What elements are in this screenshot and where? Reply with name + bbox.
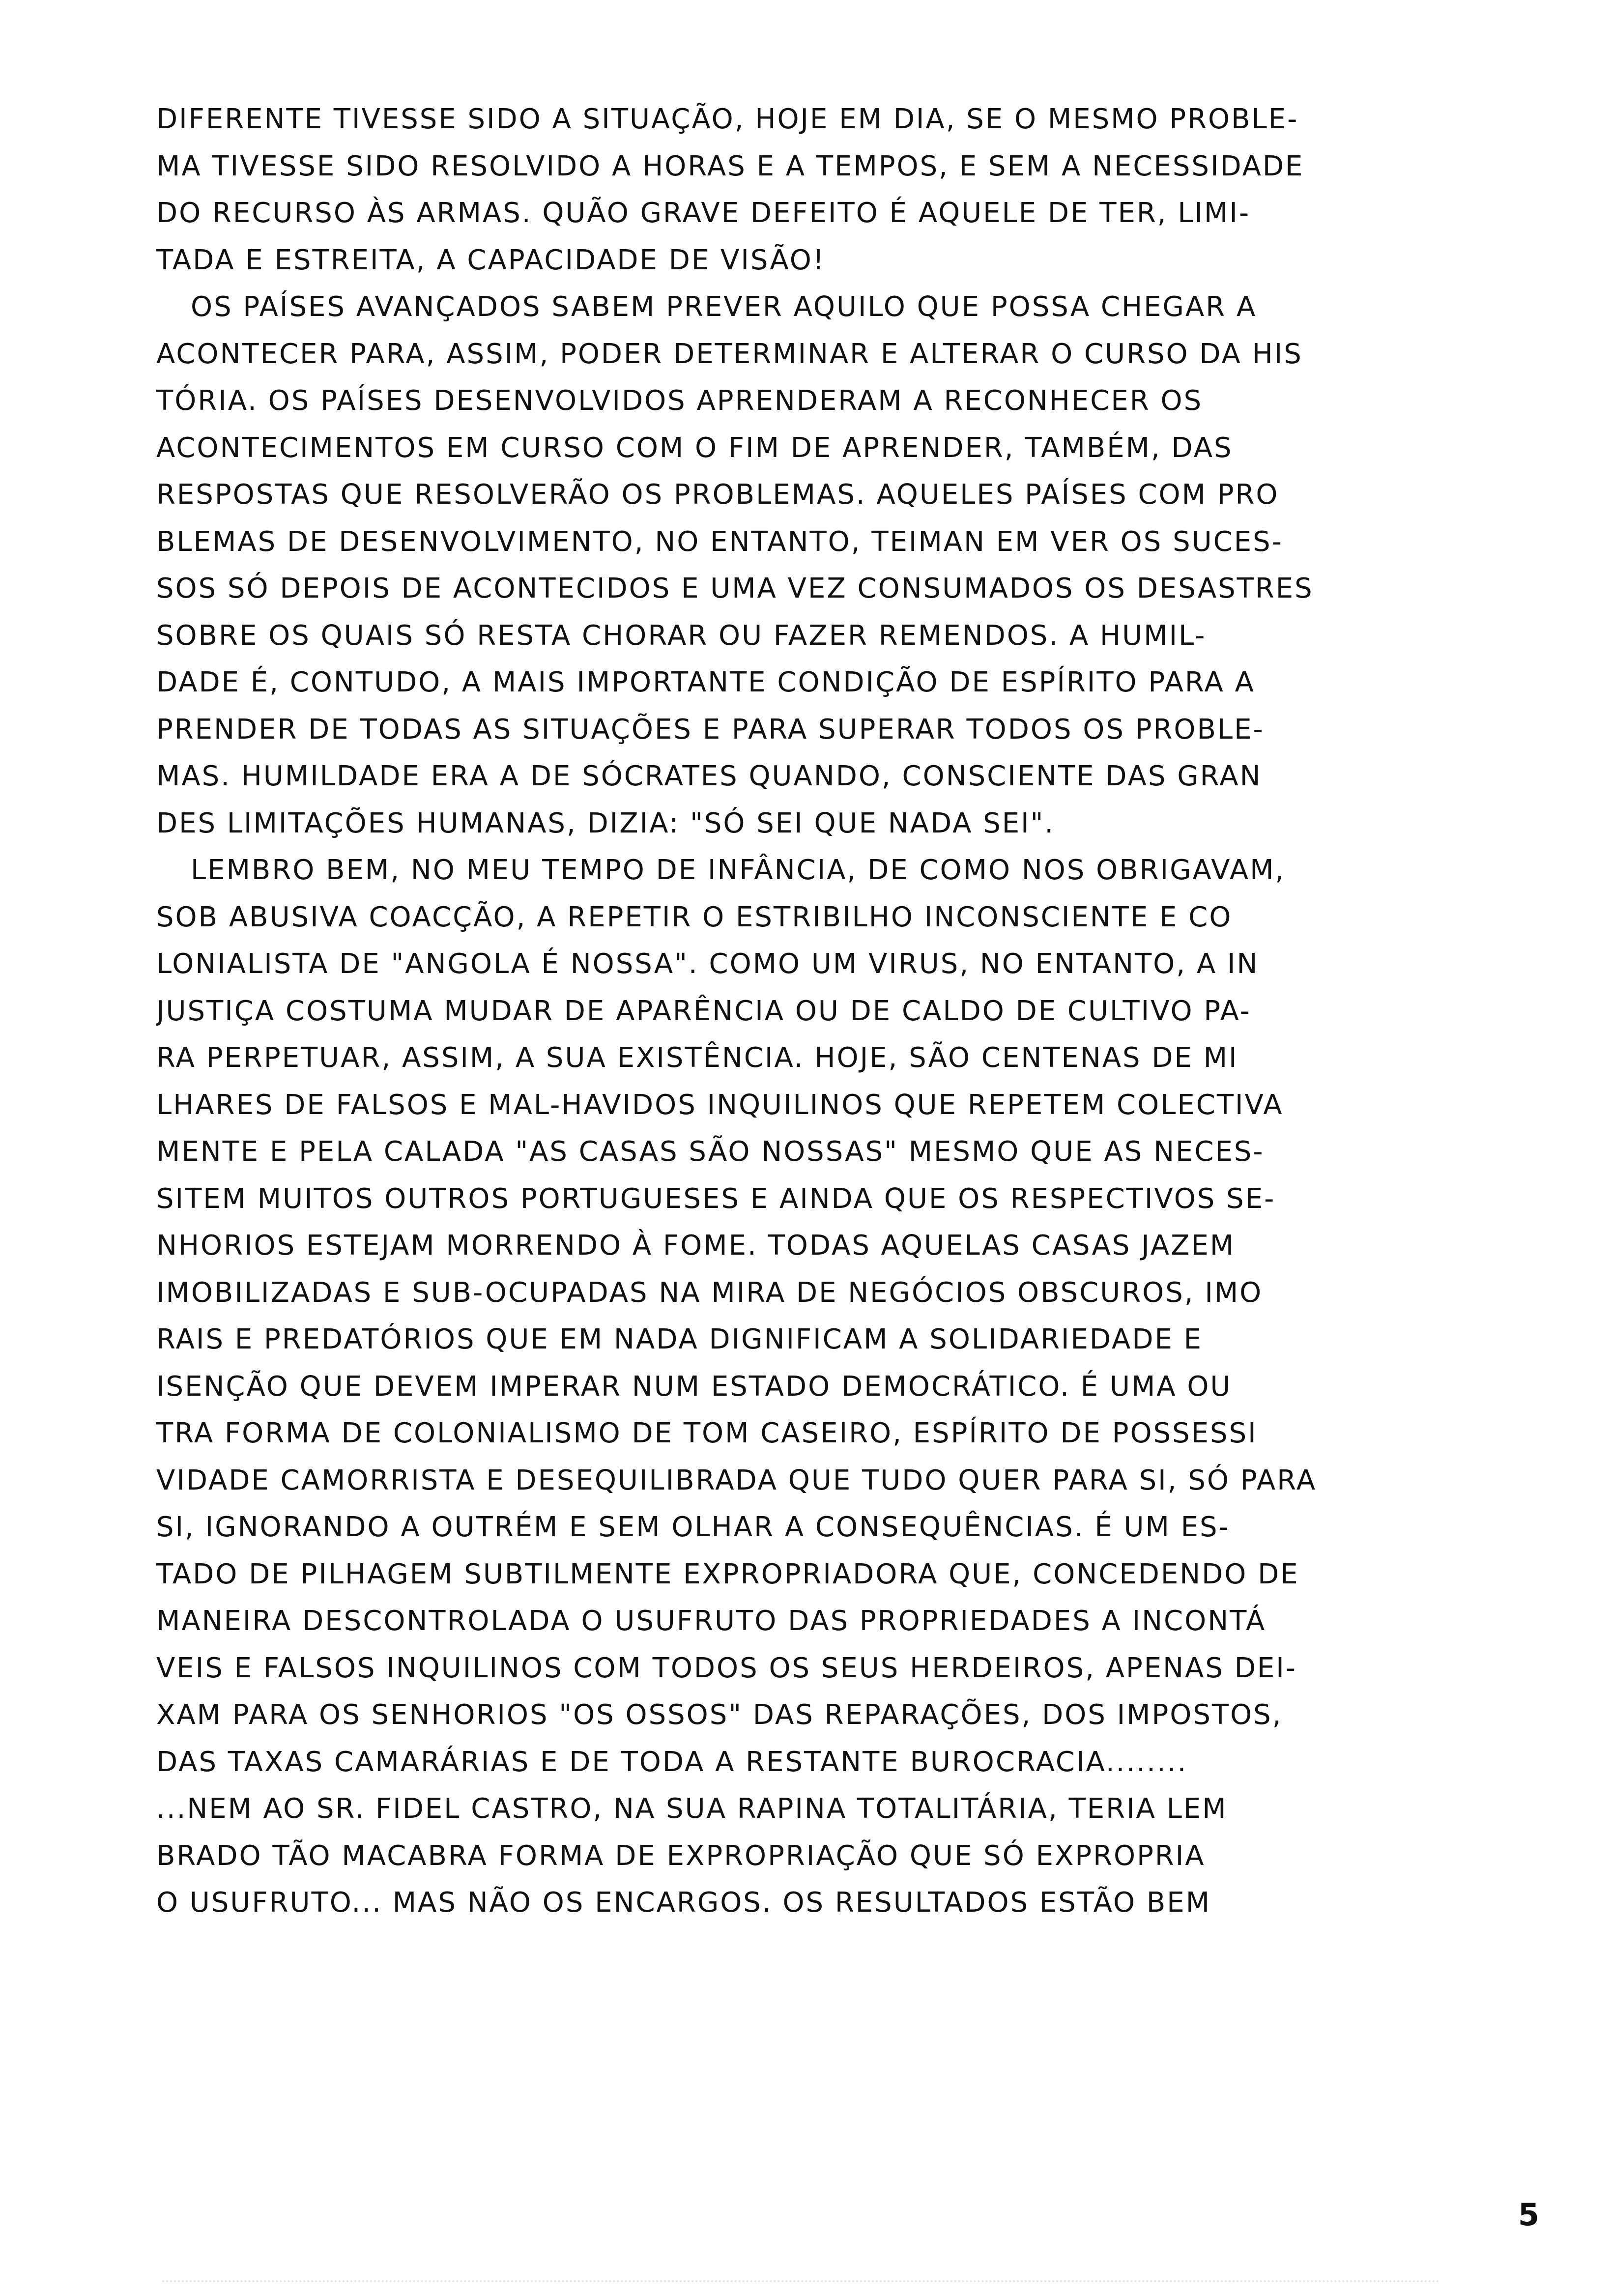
text-line: MAS. HUMILDADE ERA A DE SÓCRATES QUANDO, CONSCIENTE DAS GRAN [156,760,1262,792]
text-line: LONIALISTA DE "ANGOLA É NOSSA". COMO UM VIRUS, NO ENTANTO, A IN [156,948,1259,980]
text-line: NHORIOS ESTEJAM MORRENDO À FOME. TODAS AQUELAS CASAS JAZEM [156,1230,1236,1262]
handwritten-text-body [156,96,1582,1926]
text-line: LEMBRO BEM, NO MEU TEMPO DE INFÂNCIA, DE COMO NOS OBRIGAVAM, [191,854,1286,886]
text-line: RESPOSTAS QUE RESOLVERÃO OS PROBLEMAS. AQUELES PAÍSES COM PRO [156,479,1279,511]
text-line: RA PERPETUAR, ASSIM, A SUA EXISTÊNCIA. HOJE, SÃO CENTENAS DE MI [156,1042,1238,1074]
text-line: SITEM MUITOS OUTROS PORTUGUESES E AINDA QUE OS RESPECTIVOS SE- [156,1182,1276,1215]
text-line: BRADO TÃO MACABRA FORMA DE EXPROPRIAÇÃO QUE SÓ EXPROPRIA [156,1839,1206,1872]
text-line: DAS TAXAS CAMARÁRIAS E DE TODA A RESTANTE BUROCRACIA........ [156,1746,1188,1778]
text-line: ACONTECIMENTOS EM CURSO COM O FIM DE APRENDER, TAMBÉM, DAS [156,431,1233,464]
text-line: DIFERENTE TIVESSE SIDO A SITUAÇÃO, HOJE EM DIA, SE O MESMO PROBLE- [156,103,1299,135]
text-line: TÓRIA. OS PAÍSES DESENVOLVIDOS APRENDERAM A RECONHECER OS [156,385,1203,417]
text-line: ...NEM AO SR. FIDEL CASTRO, NA SUA RAPINA TOTALITÁRIA, TERIA LEM [156,1793,1228,1825]
text-line: SOB ABUSIVA COACÇÃO, A REPETIR O ESTRIBILHO INCONSCIENTE E CO [156,901,1233,933]
text-line: VEIS E FALSOS INQUILINOS COM TODOS OS SEUS HERDEIROS, APENAS DEI- [156,1652,1297,1684]
text-line: SI, IGNORANDO A OUTRÉM E SEM OLHAR A CONSEQUÊNCIAS. É UM ES- [156,1511,1230,1543]
text-line: MA TIVESSE SIDO RESOLVIDO A HORAS E A TEMPOS, E SEM A NECESSIDADE [156,150,1304,182]
page-number: 5 [1518,2197,1539,2233]
text-line: TADA E ESTREITA, A CAPACIDADE DE VISÃO! [156,244,826,276]
text-line: TRA FORMA DE COLONIALISMO DE TOM CASEIRO, ESPÍRITO DE POSSESSI [156,1417,1258,1449]
text-line: XAM PARA OS SENHORIOS "OS OSSOS" DAS REPARAÇÕES, DOS IMPOSTOS, [156,1699,1283,1731]
text-line: SOBRE OS QUAIS SÓ RESTA CHORAR OU FAZER REMENDOS. A HUMIL- [156,619,1207,652]
text-line: OS PAÍSES AVANÇADOS SABEM PREVER AQUILO QUE POSSA CHEGAR A [191,291,1257,323]
text-line: O USUFRUTO... MAS NÃO OS ENCARGOS. OS RESULTADOS ESTÃO BEM [156,1887,1211,1919]
text-line: PRENDER DE TODAS AS SITUAÇÕES E PARA SUPERAR TODOS OS PROBLE- [156,713,1265,746]
text-line: TADO DE PILHAGEM SUBTILMENTE EXPROPRIADORA QUE, CONCEDENDO DE [156,1558,1299,1590]
bleed-through-marks [162,2280,1440,2287]
text-line: RAIS E PREDATÓRIOS QUE EM NADA DIGNIFICAM A SOLIDARIEDADE E [156,1323,1203,1355]
text-line: BLEMAS DE DESENVOLVIMENTO, NO ENTANTO, TEIMAN EM VER OS SUCES- [156,525,1283,558]
text-line: VIDADE CAMORRISTA E DESEQUILIBRADA QUE TUDO QUER PARA SI, SÓ PARA [156,1464,1317,1496]
text-line: JUSTIÇA COSTUMA MUDAR DE APARÊNCIA OU DE CALDO DE CULTIVO PA- [156,995,1251,1027]
text-line: ISENÇÃO QUE DEVEM IMPERAR NUM ESTADO DEMOCRÁTICO. É UMA OU [156,1370,1232,1403]
text-line: DADE É, CONTUDO, A MAIS IMPORTANTE CONDIÇÃO DE ESPÍRITO PARA A [156,666,1255,698]
text-line: LHARES DE FALSOS E MAL-HAVIDOS INQUILINOS QUE REPETEM COLECTIVA [156,1089,1284,1121]
text-line: MENTE E PELA CALADA "AS CASAS SÃO NOSSAS" MESMO QUE AS NECES- [156,1136,1265,1168]
text-line: DO RECURSO ÀS ARMAS. QUÃO GRAVE DEFEITO É AQUELE DE TER, LIMI- [156,197,1251,229]
text-line: DES LIMITAÇÕES HUMANAS, DIZIA: "SÓ SEI QUE NADA SEI". [156,807,1055,839]
text-line: SOS SÓ DEPOIS DE ACONTECIDOS E UMA VEZ CONSUMADOS OS DESASTRES [156,573,1314,604]
text-line: MANEIRA DESCONTROLADA O USUFRUTO DAS PROPRIEDADES A INCONTÁ [156,1605,1267,1637]
text-line: ACONTECER PARA, ASSIM, PODER DETERMINAR E ALTERAR O CURSO DA HIS [156,338,1303,370]
text-line: IMOBILIZADAS E SUB-OCUPADAS NA MIRA DE NEGÓCIOS OBSCUROS, IMO [156,1276,1263,1309]
